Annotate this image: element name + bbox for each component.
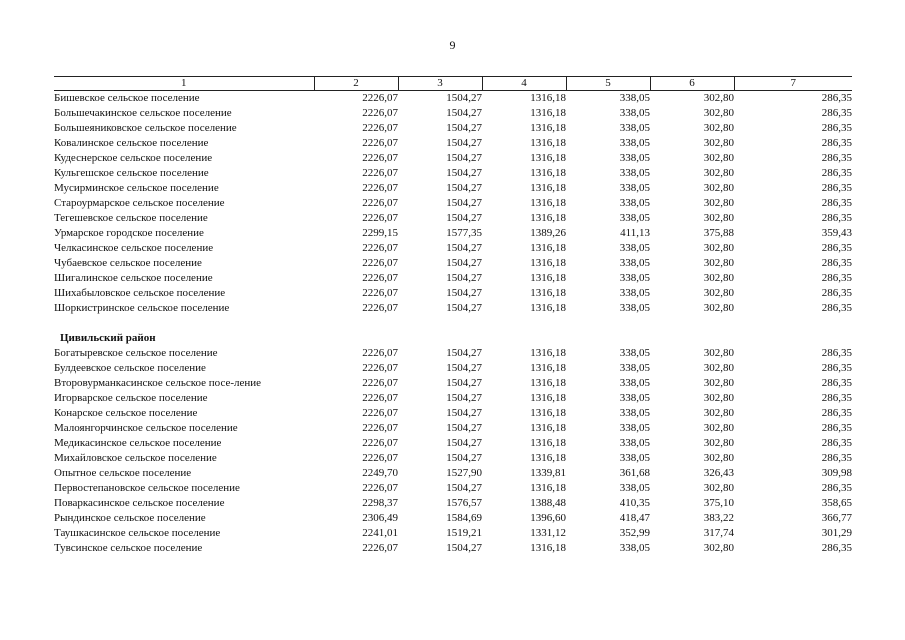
value-col-2: 2226,07 (362, 92, 398, 104)
value-col-7: 286,35 (821, 542, 852, 554)
table-row (54, 166, 852, 181)
value-col-2: 2226,07 (362, 347, 398, 359)
settlement-name: Тувсинское сельское поселение (54, 542, 203, 554)
value-col-2: 2226,07 (362, 272, 398, 284)
table-row (54, 511, 852, 526)
value-col-7: 286,35 (821, 407, 852, 419)
settlement-name: Таушкасинское сельское поселение (54, 527, 221, 539)
value-col-6: 375,10 (703, 497, 734, 509)
value-col-2: 2226,07 (362, 242, 398, 254)
settlement-name: Рындинское сельское поселение (54, 512, 206, 524)
value-col-7: 286,35 (821, 197, 852, 209)
table-row (54, 436, 852, 451)
value-col-4: 1339,81 (530, 467, 566, 479)
value-col-6: 302,80 (703, 122, 734, 134)
column-header-6: 6 (650, 77, 734, 91)
value-col-2: 2306,49 (362, 512, 398, 524)
value-col-2: 2226,07 (362, 407, 398, 419)
value-col-6: 302,80 (703, 107, 734, 119)
value-col-3: 1504,27 (446, 362, 482, 374)
value-col-3: 1504,27 (446, 422, 482, 434)
value-col-7: 286,35 (821, 242, 852, 254)
value-col-2: 2298,37 (362, 497, 398, 509)
value-col-5: 338,05 (619, 362, 650, 374)
value-col-7: 286,35 (821, 437, 852, 449)
value-col-5: 361,68 (619, 467, 650, 479)
column-header-7: 7 (734, 77, 852, 91)
value-col-5: 338,05 (619, 377, 650, 389)
value-col-6: 302,80 (703, 347, 734, 359)
value-col-3: 1504,27 (446, 197, 482, 209)
value-col-4: 1388,48 (530, 497, 566, 509)
value-col-3: 1504,27 (446, 392, 482, 404)
table-row (54, 346, 852, 361)
table-body (54, 91, 852, 557)
value-col-4: 1316,18 (530, 422, 566, 434)
value-col-4: 1389,26 (530, 227, 566, 239)
value-col-7: 286,35 (821, 212, 852, 224)
value-col-2: 2241,01 (362, 527, 398, 539)
value-col-4: 1316,18 (530, 452, 566, 464)
value-col-6: 302,80 (703, 212, 734, 224)
table-row (54, 211, 852, 226)
value-col-6: 302,80 (703, 302, 734, 314)
value-col-3: 1519,21 (446, 527, 482, 539)
settlement-name: Ковалинское сельское поселение (54, 137, 209, 149)
value-col-7: 286,35 (821, 107, 852, 119)
value-col-6: 317,74 (703, 527, 734, 539)
value-col-7: 286,35 (821, 452, 852, 464)
settlement-name: Бишевское сельское поселение (54, 92, 200, 104)
value-col-6: 302,80 (703, 452, 734, 464)
value-col-3: 1504,27 (446, 212, 482, 224)
table-row (54, 541, 852, 556)
settlement-name: Малоянгорчинское сельское поселение (54, 422, 238, 434)
value-col-6: 302,80 (703, 242, 734, 254)
value-col-4: 1316,18 (530, 107, 566, 119)
value-col-4: 1316,18 (530, 407, 566, 419)
column-header-4: 4 (482, 77, 566, 91)
value-col-3: 1504,27 (446, 167, 482, 179)
value-col-2: 2226,07 (362, 257, 398, 269)
value-col-2: 2226,07 (362, 197, 398, 209)
value-col-2: 2226,07 (362, 452, 398, 464)
value-col-3: 1504,27 (446, 407, 482, 419)
value-col-2: 2226,07 (362, 362, 398, 374)
value-col-6: 302,80 (703, 182, 734, 194)
value-col-3: 1577,35 (446, 227, 482, 239)
column-header-1: 1 (54, 77, 314, 91)
value-col-5: 338,05 (619, 257, 650, 269)
value-col-3: 1504,27 (446, 137, 482, 149)
value-col-5: 338,05 (619, 407, 650, 419)
value-col-2: 2226,07 (362, 152, 398, 164)
value-col-4: 1331,12 (530, 527, 566, 539)
settlement-name: Второвурманкасинское сельское посе-ление (54, 377, 262, 389)
value-col-6: 302,80 (703, 392, 734, 404)
settlement-name: Большечакинское сельское поселение (54, 107, 232, 119)
value-col-2: 2226,07 (362, 482, 398, 494)
value-col-5: 338,05 (619, 437, 650, 449)
table-row (54, 226, 852, 241)
value-col-7: 286,35 (821, 257, 852, 269)
value-col-3: 1504,27 (446, 452, 482, 464)
value-col-6: 302,80 (703, 437, 734, 449)
settlement-name: Медикасинское сельское поселение (54, 437, 222, 449)
table-row (54, 301, 852, 316)
table-row (54, 526, 852, 541)
value-col-3: 1504,27 (446, 272, 482, 284)
value-col-5: 338,05 (619, 452, 650, 464)
table-row (54, 241, 852, 256)
table-row (54, 421, 852, 436)
value-col-7: 286,35 (821, 422, 852, 434)
value-col-6: 302,80 (703, 92, 734, 104)
page-number: 9 (449, 38, 456, 52)
table-row (54, 361, 852, 376)
value-col-6: 326,43 (703, 467, 734, 479)
value-col-5: 338,05 (619, 182, 650, 194)
value-col-6: 302,80 (703, 482, 734, 494)
table-row (54, 106, 852, 121)
settlement-name: Первостепановское сельское поселение (54, 482, 240, 494)
value-col-3: 1504,27 (446, 287, 482, 299)
value-col-7: 286,35 (821, 302, 852, 314)
value-col-4: 1316,18 (530, 212, 566, 224)
value-col-4: 1316,18 (530, 362, 566, 374)
value-col-3: 1504,27 (446, 152, 482, 164)
settlement-name: Михайловское сельское поселение (54, 452, 217, 464)
value-col-7: 286,35 (821, 182, 852, 194)
settlement-name: Староурмарское сельское поселение (54, 197, 225, 209)
settlement-name: Шоркистринское сельское поселение (54, 302, 230, 314)
value-col-3: 1504,27 (446, 377, 482, 389)
value-col-4: 1316,18 (530, 167, 566, 179)
value-col-3: 1576,57 (446, 497, 482, 509)
value-col-3: 1504,27 (446, 302, 482, 314)
value-col-5: 410,35 (619, 497, 650, 509)
value-col-3: 1527,90 (446, 467, 482, 479)
column-header-5: 5 (566, 77, 650, 91)
value-col-5: 418,47 (619, 512, 650, 524)
table-row (54, 256, 852, 271)
value-col-2: 2226,07 (362, 212, 398, 224)
district-heading: Цивильский район (60, 332, 156, 344)
value-col-5: 352,99 (619, 527, 650, 539)
value-col-6: 302,80 (703, 287, 734, 299)
value-col-3: 1504,27 (446, 242, 482, 254)
value-col-5: 338,05 (619, 122, 650, 134)
table-row (54, 121, 852, 136)
value-col-6: 302,80 (703, 272, 734, 284)
settlement-name: Булдеевское сельское поселение (54, 362, 206, 374)
table-row (54, 286, 852, 301)
value-col-3: 1504,27 (446, 182, 482, 194)
value-col-2: 2226,07 (362, 182, 398, 194)
value-col-6: 302,80 (703, 362, 734, 374)
spacer-row (54, 316, 852, 331)
value-col-7: 301,29 (821, 527, 852, 539)
value-col-7: 286,35 (821, 167, 852, 179)
value-col-2: 2226,07 (362, 377, 398, 389)
value-col-4: 1316,18 (530, 392, 566, 404)
settlement-name: Поваркасинское сельское поселение (54, 497, 225, 509)
value-col-6: 383,22 (703, 512, 734, 524)
value-col-5: 338,05 (619, 137, 650, 149)
value-col-4: 1316,18 (530, 122, 566, 134)
value-col-7: 359,43 (821, 227, 852, 239)
value-col-7: 286,35 (821, 92, 852, 104)
value-col-5: 338,05 (619, 392, 650, 404)
value-col-5: 338,05 (619, 197, 650, 209)
value-col-6: 302,80 (703, 257, 734, 269)
table-row (54, 376, 852, 391)
value-col-6: 302,80 (703, 377, 734, 389)
value-col-6: 302,80 (703, 542, 734, 554)
table-row (54, 196, 852, 211)
value-col-4: 1316,18 (530, 152, 566, 164)
value-col-5: 338,05 (619, 92, 650, 104)
value-col-5: 338,05 (619, 287, 650, 299)
value-col-2: 2226,07 (362, 167, 398, 179)
value-col-2: 2299,15 (362, 227, 398, 239)
value-col-6: 302,80 (703, 152, 734, 164)
value-col-4: 1316,18 (530, 437, 566, 449)
table-row (54, 481, 852, 496)
table-row (54, 151, 852, 166)
value-col-3: 1584,69 (446, 512, 482, 524)
value-col-2: 2226,07 (362, 437, 398, 449)
district-heading-row (54, 331, 852, 346)
value-col-5: 338,05 (619, 422, 650, 434)
value-col-3: 1504,27 (446, 122, 482, 134)
value-col-2: 2226,07 (362, 107, 398, 119)
value-col-6: 375,88 (703, 227, 734, 239)
value-col-2: 2226,07 (362, 137, 398, 149)
settlement-name: Шигалинское сельское поселение (54, 272, 213, 284)
value-col-7: 286,35 (821, 272, 852, 284)
value-col-3: 1504,27 (446, 482, 482, 494)
value-col-4: 1316,18 (530, 137, 566, 149)
value-col-7: 286,35 (821, 377, 852, 389)
value-col-3: 1504,27 (446, 257, 482, 269)
value-col-7: 286,35 (821, 347, 852, 359)
value-col-7: 358,65 (821, 497, 852, 509)
table-header-row (54, 77, 852, 91)
value-col-4: 1316,18 (530, 347, 566, 359)
value-col-3: 1504,27 (446, 92, 482, 104)
value-col-4: 1396,60 (530, 512, 566, 524)
table-row (54, 406, 852, 421)
settlement-name: Большеяниковское сельское поселение (54, 122, 237, 134)
column-header-2: 2 (314, 77, 398, 91)
value-col-6: 302,80 (703, 167, 734, 179)
table-row (54, 391, 852, 406)
value-col-4: 1316,18 (530, 302, 566, 314)
value-col-4: 1316,18 (530, 482, 566, 494)
value-col-4: 1316,18 (530, 242, 566, 254)
value-col-2: 2226,07 (362, 122, 398, 134)
settlement-name: Тегешевское сельское поселение (54, 212, 208, 224)
value-col-4: 1316,18 (530, 92, 566, 104)
value-col-4: 1316,18 (530, 182, 566, 194)
value-col-3: 1504,27 (446, 542, 482, 554)
settlement-name: Шихабыловское сельское поселение (54, 287, 226, 299)
settlement-name: Мусирминское сельское поселение (54, 182, 219, 194)
value-col-4: 1316,18 (530, 287, 566, 299)
value-col-3: 1504,27 (446, 347, 482, 359)
value-col-5: 338,05 (619, 242, 650, 254)
settlement-name: Чубаевское сельское поселение (54, 257, 202, 269)
table-row (54, 466, 852, 481)
settlement-name: Игорварское сельское поселение (54, 392, 208, 404)
value-col-5: 338,05 (619, 347, 650, 359)
value-col-7: 286,35 (821, 122, 852, 134)
settlement-name: Кудеснерское сельское поселение (54, 152, 213, 164)
settlement-name: Урмарское городское поселение (54, 227, 204, 239)
value-col-6: 302,80 (703, 197, 734, 209)
value-col-7: 309,98 (821, 467, 852, 479)
value-col-6: 302,80 (703, 137, 734, 149)
value-col-5: 338,05 (619, 152, 650, 164)
value-col-5: 338,05 (619, 272, 650, 284)
value-col-4: 1316,18 (530, 377, 566, 389)
value-col-2: 2226,07 (362, 302, 398, 314)
settlement-name: Кульгешское сельское поселение (54, 167, 209, 179)
settlement-name: Челкасинское сельское поселение (54, 242, 214, 254)
table-row (54, 136, 852, 151)
value-col-2: 2226,07 (362, 542, 398, 554)
column-header-3: 3 (398, 77, 482, 91)
value-col-7: 286,35 (821, 287, 852, 299)
value-col-4: 1316,18 (530, 197, 566, 209)
value-col-7: 286,35 (821, 482, 852, 494)
settlement-name: Богатыревское сельское поселение (54, 347, 218, 359)
value-col-2: 2249,70 (362, 467, 398, 479)
tariff-table (54, 76, 852, 556)
spacer-cell (54, 316, 852, 331)
value-col-2: 2226,07 (362, 287, 398, 299)
value-col-5: 338,05 (619, 167, 650, 179)
value-col-7: 286,35 (821, 137, 852, 149)
value-col-5: 338,05 (619, 302, 650, 314)
value-col-3: 1504,27 (446, 107, 482, 119)
value-col-4: 1316,18 (530, 257, 566, 269)
table-row (54, 91, 852, 107)
value-col-2: 2226,07 (362, 392, 398, 404)
value-col-2: 2226,07 (362, 422, 398, 434)
table-row (54, 271, 852, 286)
value-col-5: 338,05 (619, 482, 650, 494)
value-col-4: 1316,18 (530, 542, 566, 554)
table-row (54, 181, 852, 196)
value-col-4: 1316,18 (530, 272, 566, 284)
value-col-5: 411,13 (620, 227, 650, 239)
value-col-7: 286,35 (821, 152, 852, 164)
value-col-5: 338,05 (619, 212, 650, 224)
value-col-7: 286,35 (821, 362, 852, 374)
value-col-5: 338,05 (619, 107, 650, 119)
table-row (54, 496, 852, 511)
table-row (54, 451, 852, 466)
value-col-7: 286,35 (821, 392, 852, 404)
value-col-5: 338,05 (619, 542, 650, 554)
settlement-name: Конарское сельское поселение (54, 407, 198, 419)
value-col-3: 1504,27 (446, 437, 482, 449)
value-col-6: 302,80 (703, 407, 734, 419)
value-col-7: 366,77 (821, 512, 852, 524)
value-col-6: 302,80 (703, 422, 734, 434)
settlement-name: Опытное сельское поселение (54, 467, 192, 479)
